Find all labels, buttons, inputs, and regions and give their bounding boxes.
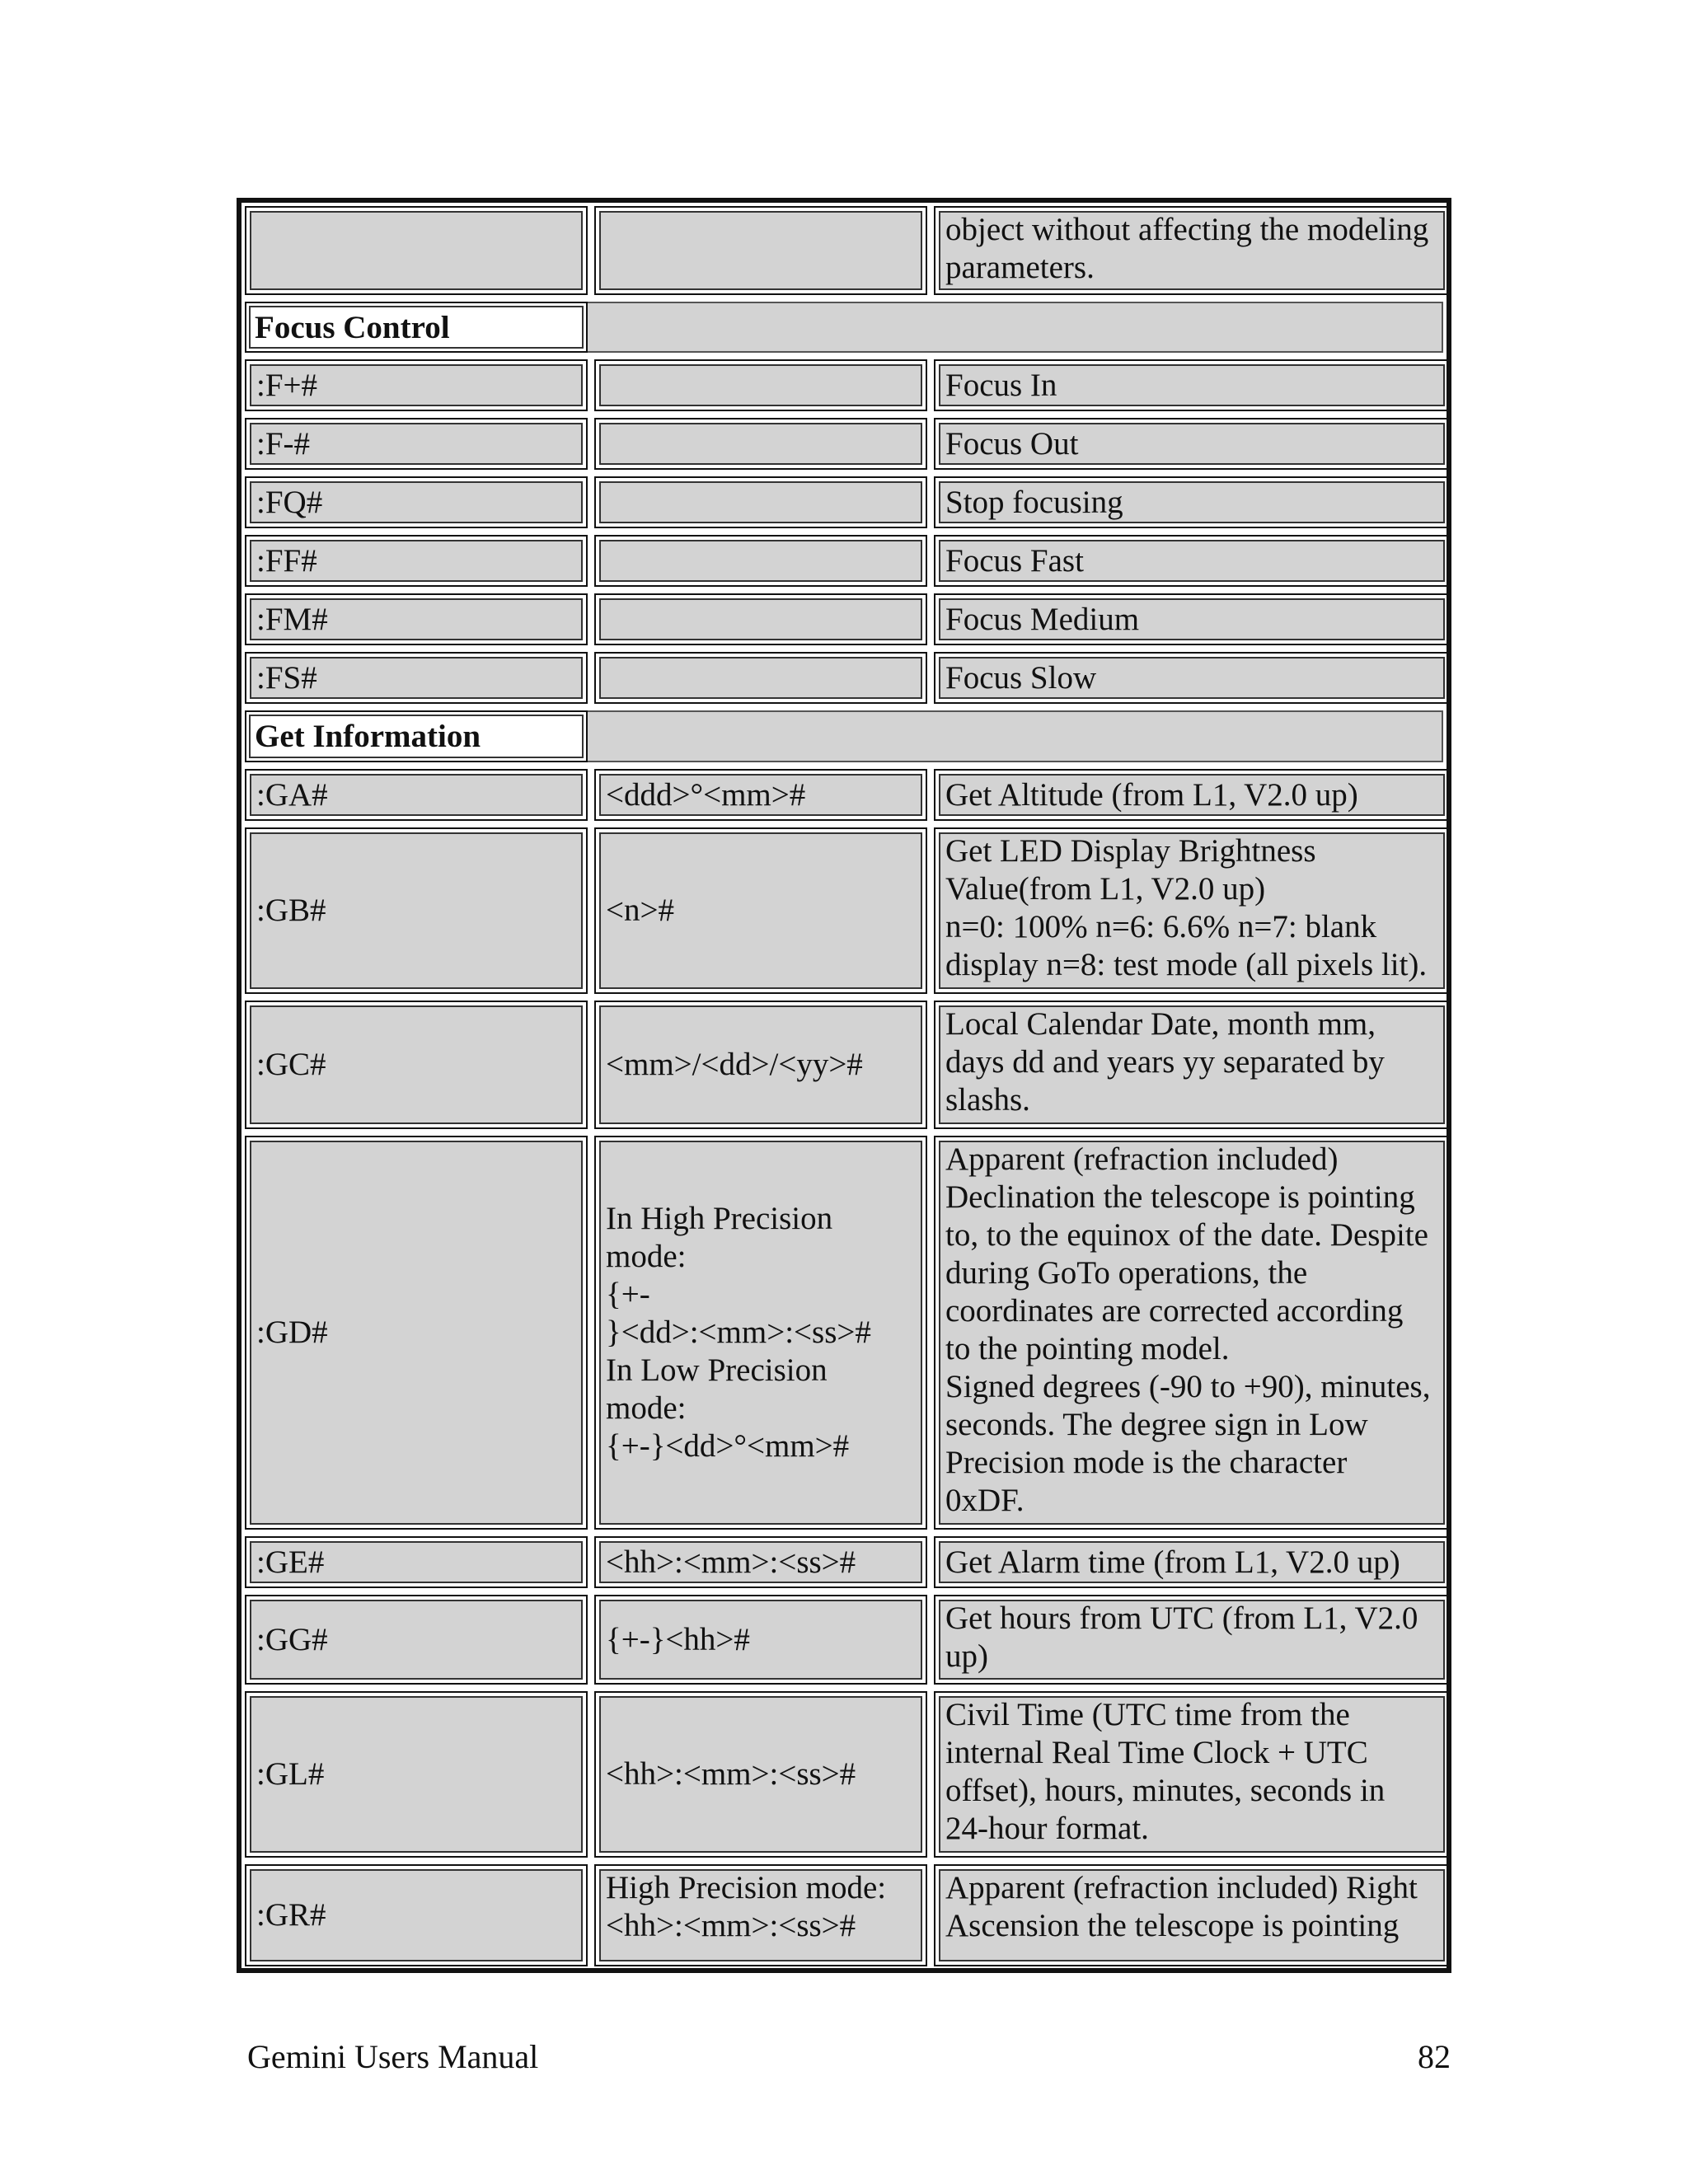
table-row bbox=[241, 203, 1447, 298]
table-row bbox=[241, 415, 1447, 473]
table-cell-empty bbox=[245, 206, 588, 295]
table-row bbox=[241, 590, 1447, 649]
table-cell-response bbox=[594, 476, 927, 528]
table-cell-description: Local Calendar Date, month mm, days dd and years yy separated by slashs. bbox=[934, 1001, 1450, 1129]
table-cell-description: Focus Slow bbox=[934, 652, 1450, 704]
table-row bbox=[241, 997, 1447, 1132]
table-row bbox=[241, 824, 1447, 997]
table-cell-command: :GE# bbox=[245, 1536, 588, 1588]
table-row bbox=[241, 766, 1447, 824]
table-cell-response: <hh>:<mm>:<ss># bbox=[594, 1691, 927, 1858]
section-heading-row bbox=[241, 707, 1447, 766]
table-cell-response bbox=[594, 359, 927, 411]
table-cell-command: :GD# bbox=[245, 1136, 588, 1530]
command-table bbox=[237, 198, 1451, 1973]
table-cell-command: :FS# bbox=[245, 652, 588, 704]
table-cell-description: Civil Time (UTC time from the internal Real Time Clock + UTC offset), hours, minutes, seconds in 24-hour format. bbox=[934, 1691, 1450, 1858]
page-number: 82 bbox=[1418, 2038, 1451, 2075]
table-cell-description: object without affecting the modeling parameters. bbox=[934, 206, 1450, 295]
table-cell-description: Focus Out bbox=[934, 418, 1450, 470]
table-cell-response: <n># bbox=[594, 827, 927, 994]
table-cell-command: :F-# bbox=[245, 418, 588, 470]
table-row bbox=[241, 532, 1447, 590]
table-cell-description: Focus Fast bbox=[934, 535, 1450, 587]
table-cell-response: <ddd>°<mm># bbox=[594, 769, 927, 821]
table-cell-command: :FM# bbox=[245, 593, 588, 645]
table-cell-description: Get hours from UTC (from L1, V2.0 up) bbox=[934, 1595, 1450, 1685]
table-row bbox=[241, 649, 1447, 707]
table-cell-command: :GL# bbox=[245, 1691, 588, 1858]
table-cell-description: Get Alarm time (from L1, V2.0 up) bbox=[934, 1536, 1450, 1588]
table-cell-description: Focus In bbox=[934, 359, 1450, 411]
table-cell-response bbox=[594, 418, 927, 470]
table-cell-description: Apparent (refraction included) Right Ascension the telescope is pointing bbox=[934, 1864, 1450, 1966]
table-cell-command: :GB# bbox=[245, 827, 588, 994]
table-row bbox=[241, 1688, 1447, 1861]
table-cell-command: :GR# bbox=[245, 1864, 588, 1966]
section-heading-focus-control: Focus Control bbox=[245, 302, 588, 353]
table-cell-description: Focus Medium bbox=[934, 593, 1450, 645]
table-cell-response bbox=[594, 535, 927, 587]
table-cell-command: :F+# bbox=[245, 359, 588, 411]
table-cell-command: :FQ# bbox=[245, 476, 588, 528]
table-cell-description: Get LED Display Brightness Value(from L1, V2.0 up) n=0: 100% n=6: 6.6% n=7: blank display n=8: test mode (all pixels lit). bbox=[934, 827, 1450, 994]
table-row bbox=[241, 473, 1447, 532]
table-cell-command: :GG# bbox=[245, 1595, 588, 1685]
table-cell-command: :GA# bbox=[245, 769, 588, 821]
table-cell-response bbox=[594, 652, 927, 704]
table-row bbox=[241, 1533, 1447, 1591]
section-heading-get-information: Get Information bbox=[245, 710, 588, 762]
table-cell-description: Apparent (refraction included) Declination the telescope is pointing to, to the equinox of the date. Despite during GoTo operations, the coordinates are corrected according to the pointing model. Signed degrees (-90 to +90), minutes, seconds. The degree sign in Low Precision mode is the character 0xDF. bbox=[934, 1136, 1450, 1530]
table-cell-command: :FF# bbox=[245, 535, 588, 587]
table-cell-response: <mm>/<dd>/<yy># bbox=[594, 1001, 927, 1129]
table-cell-response bbox=[594, 593, 927, 645]
footer-title: Gemini Users Manual bbox=[247, 2038, 539, 2075]
table-cell-description: Get Altitude (from L1, V2.0 up) bbox=[934, 769, 1450, 821]
table-cell-description: Stop focusing bbox=[934, 476, 1450, 528]
table-row bbox=[241, 1132, 1447, 1533]
table-cell-response: {+-}<hh># bbox=[594, 1595, 927, 1685]
section-heading-row bbox=[241, 298, 1447, 356]
table-row bbox=[241, 356, 1447, 415]
table-cell-response: High Precision mode: <hh>:<mm>:<ss># bbox=[594, 1864, 927, 1966]
table-cell-empty bbox=[594, 206, 927, 295]
table-row bbox=[241, 1861, 1447, 1970]
table-cell-response: In High Precision mode: {+- }<dd>:<mm>:<ss># In Low Precision mode: {+-}<dd>°<mm># bbox=[594, 1136, 927, 1530]
table-row bbox=[241, 1591, 1447, 1688]
table-cell-response: <hh>:<mm>:<ss># bbox=[594, 1536, 927, 1588]
table-cell-command: :GC# bbox=[245, 1001, 588, 1129]
